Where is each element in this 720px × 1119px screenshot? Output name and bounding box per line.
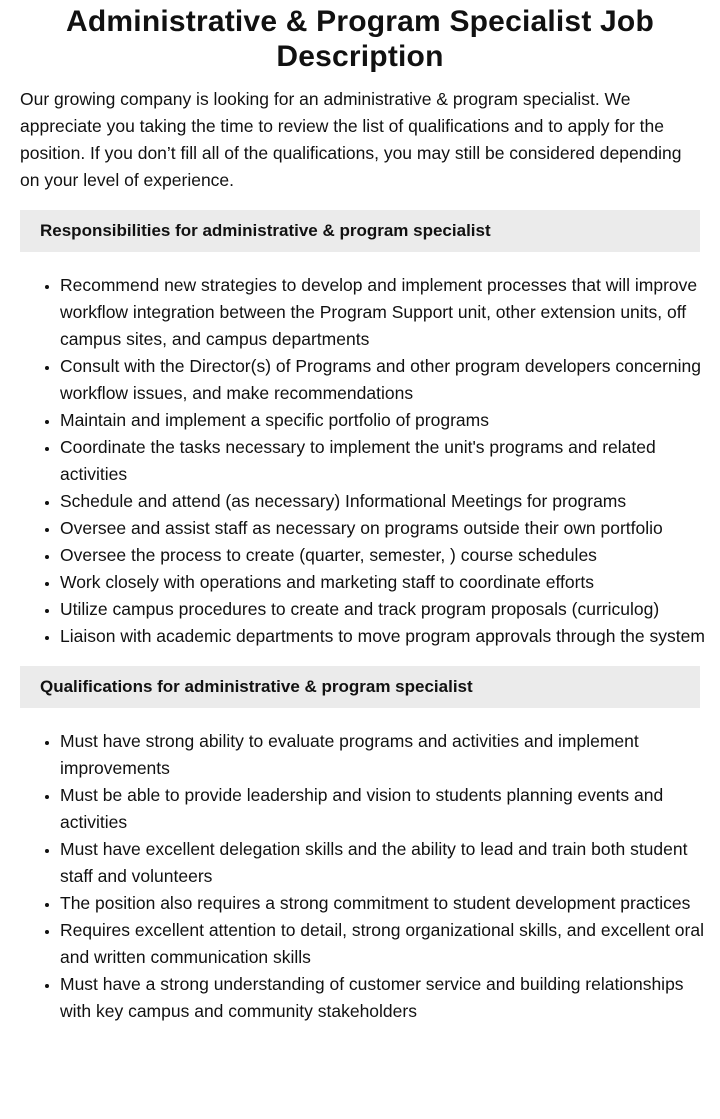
list-item: • Utilize campus procedures to create and track program proposals (curriculog): [60, 596, 712, 623]
list-item: • Work closely with operations and marketing staff to coordinate efforts: [60, 569, 712, 596]
list-item: • Liaison with academic departments to move program approvals through the system: [60, 623, 712, 650]
page-title: Administrative & Program Specialist Job Description: [66, 5, 654, 73]
list-item: • Must have strong ability to evaluate programs and activities and implement improvements: [60, 728, 712, 782]
list-item: • Must have excellent delegation skills and the ability to lead and train both student staff and volunteers: [60, 836, 712, 890]
list-item: • Oversee the process to create (quarter, semester, ) course schedules: [60, 542, 712, 569]
list-item: • Requires excellent attention to detail, strong organizational skills, and excellent oral and written communication skills: [60, 917, 712, 971]
responsibilities-heading: Responsibilities for administrative & program specialist: [20, 210, 700, 252]
intro-paragraph: Our growing company is looking for an administrative & program specialist. We appreciate you taking the time to review the list of qualifications and to apply for the position. If you don’t fill all of the qualifications, you may still be considered depending on your level of experience.: [20, 89, 682, 190]
list-item: • Consult with the Director(s) of Programs and other program developers concerning workflow issues, and make recommendations: [60, 353, 712, 407]
list-item: • Oversee and assist staff as necessary on programs outside their own portfolio: [60, 515, 712, 542]
qualifications-list: [0, 728, 720, 1025]
list-item: • The position also requires a strong commitment to student development practices: [60, 890, 712, 917]
list-item: • Must be able to provide leadership and vision to students planning events and activities: [60, 782, 712, 836]
list-item: • Schedule and attend (as necessary) Informational Meetings for programs: [60, 488, 712, 515]
list-item: • Must have a strong understanding of customer service and building relationships with key campus and community stakeholders: [60, 971, 712, 1025]
list-item: • Coordinate the tasks necessary to implement the unit's programs and related activities: [60, 434, 712, 488]
qualifications-heading: Qualifications for administrative & program specialist: [20, 666, 700, 708]
responsibilities-list: [0, 272, 720, 650]
list-item: • Maintain and implement a specific portfolio of programs: [60, 407, 712, 434]
list-item: • Recommend new strategies to develop and implement processes that will improve workflow integration between the Program Support unit, other extension units, off campus sites, and campus departments: [60, 272, 712, 353]
